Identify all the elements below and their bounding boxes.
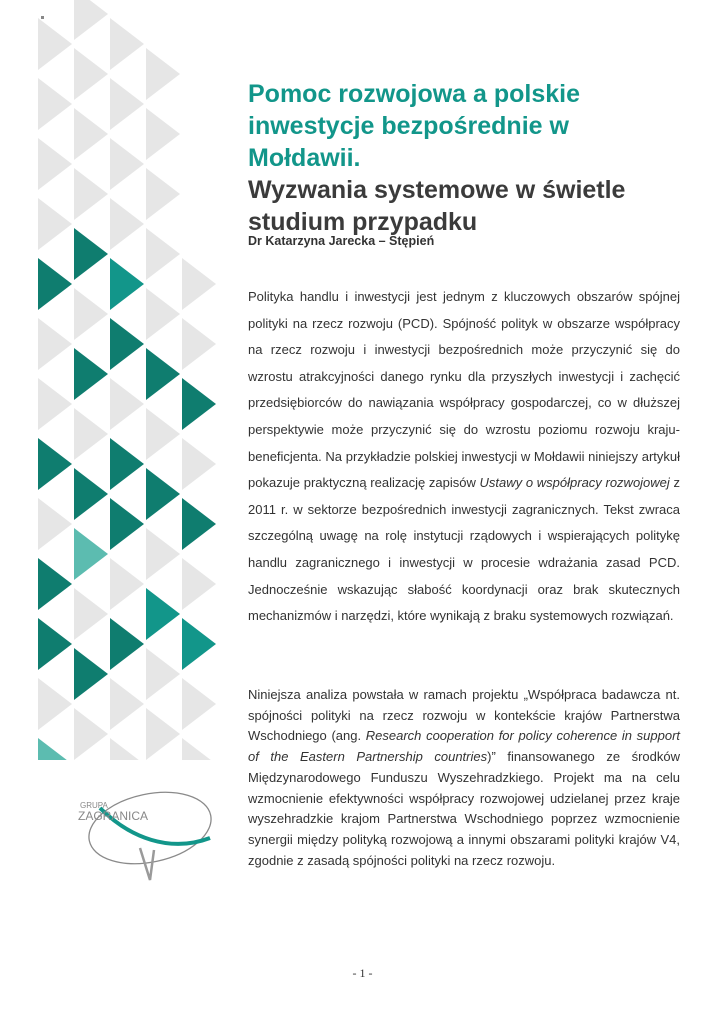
decorative-triangle [110, 618, 144, 670]
title-line-1: Pomoc rozwojowa a polskie [248, 80, 581, 108]
decorative-triangle [110, 438, 144, 490]
decorative-triangle [146, 468, 180, 520]
document-title [248, 78, 688, 238]
decorative-triangle [74, 348, 108, 400]
decorative-triangle-pattern [0, 0, 240, 760]
decorative-triangle [182, 678, 216, 730]
decorative-triangle [74, 408, 108, 460]
project-italic-title: Research cooperation for policy coherence in support of the Eastern Partnership countries [248, 728, 681, 765]
decorative-triangle [74, 588, 108, 640]
logo-text-grupa: GRUPA [80, 801, 108, 810]
decorative-triangle [146, 288, 180, 340]
decorative-triangle [110, 678, 144, 730]
abstract-paragraph [248, 284, 680, 630]
page-number: - 1 - [352, 966, 373, 980]
decorative-triangle [38, 438, 72, 490]
decorative-triangle [74, 708, 108, 760]
decorative-triangle [146, 528, 180, 580]
decorative-triangle [74, 48, 108, 100]
decorative-triangle [38, 138, 72, 190]
decorative-triangle [146, 348, 180, 400]
decorative-triangle [146, 708, 180, 760]
abstract-italic-law: Ustawy o współpracy rozwojowej [479, 475, 670, 491]
decorative-triangle [74, 0, 108, 40]
decorative-triangle [74, 168, 108, 220]
project-text-2: )” finansowanego ze środków Międzynarodowego Funduszu Wyszehradzkiego. Projekt ma na celu wzmocnienie efektywności współpracy rozwojowej udzielanej przez kraje wyszehradzkie krajom Partnerstwa Wschodniego poprzez wzmocnienie synergii między polityką rozwojową a innymi obszarami polityki krajów V4, zgodnie z zasadą spójności polityki na rzecz rozwoju. [248, 749, 681, 868]
decorative-triangle [38, 678, 72, 730]
decorative-triangle [74, 648, 108, 700]
decorative-triangle [182, 738, 216, 760]
decorative-triangle [182, 378, 216, 430]
decorative-triangle [146, 648, 180, 700]
abstract-text-2: z 2011 r. w sektorze bezpośrednich inwestycji zagranicznych. Tekst zwraca szczególną uwagę na rolę instytucji rządowych i wspierających politykę handlu zagranicznego i inwestycji w procesie wdrażania zasad PCD. Jednocześnie wskazując słabość koordynacji oraz brak skutecznych mechanizmów i narzędzi, które wynikają z braku systemowych rozwiązań. [248, 475, 680, 624]
decorative-triangle [38, 618, 72, 670]
decorative-triangle [74, 108, 108, 160]
decorative-triangle [146, 228, 180, 280]
logo-text-zagranica: ZAGRANICA [78, 809, 149, 823]
decorative-triangle [74, 228, 108, 280]
decorative-triangle [110, 258, 144, 310]
project-paragraph [248, 685, 680, 871]
decorative-triangle [110, 378, 144, 430]
decorative-triangle [182, 558, 216, 610]
decorative-triangle [38, 378, 72, 430]
decorative-triangle [146, 588, 180, 640]
decorative-triangle [110, 558, 144, 610]
decorative-triangle [38, 498, 72, 550]
decorative-triangle [74, 528, 108, 580]
decorative-triangle [74, 468, 108, 520]
decorative-triangle [110, 138, 144, 190]
decorative-triangle [74, 288, 108, 340]
decorative-triangle [110, 78, 144, 130]
abstract-text-1: Polityka handlu i inwestycji jest jednym z kluczowych obszarów spójnej polityki na rzecz rozwoju (PCD). Spójność polityk w obszarze współpracy na rzecz rozwoju i inwestycji bezpośrednich może przyczynić się do wzrostu atrakcyjności danego rynku dla przyszłych inwestycji i zachęcić przedsiębiorców do nawiązania współpracy gospodarczej, co w dłuższej perspektywie może przyczynić się do wzrostu poziomu rozwoju kraju-beneficjenta. Na przykładzie polskiej inwestycji w Mołdawii niniejszy artykuł pokazuje praktyczną realizację zapisów [248, 289, 680, 491]
title-line-4: studium przypadku [248, 208, 478, 236]
grupa-zagranica-logo [70, 778, 220, 886]
author-name: Dr Katarzyna Jarecka – Stępień [248, 234, 435, 248]
decorative-triangle [110, 18, 144, 70]
decorative-triangle [182, 438, 216, 490]
decorative-triangle [38, 198, 72, 250]
decorative-triangle [146, 108, 180, 160]
title-line-2: inwestycje bezpośrednie w Mołdawii. [248, 112, 569, 172]
decorative-triangle [146, 168, 180, 220]
decorative-triangle [182, 498, 216, 550]
decorative-triangle [146, 408, 180, 460]
decorative-triangle [110, 738, 144, 760]
decorative-triangle [38, 738, 72, 760]
decorative-triangle [38, 558, 72, 610]
decorative-triangle [38, 78, 72, 130]
decorative-triangle [146, 48, 180, 100]
decorative-triangle [38, 18, 72, 70]
title-line-3: Wyzwania systemowe w świetle [248, 176, 626, 204]
decorative-triangle [38, 318, 72, 370]
decorative-triangle [110, 318, 144, 370]
decorative-triangle [182, 258, 216, 310]
decorative-triangle [182, 618, 216, 670]
decorative-triangle [110, 198, 144, 250]
project-text-1: Niniejsza analiza powstała w ramach projektu „Współpraca badawcza nt. spójności polityki na rzecz rozwoju w kontekście krajów Partnerstwa Wschodniego (ang. [248, 687, 680, 744]
decorative-triangle [110, 498, 144, 550]
decorative-triangle [182, 318, 216, 370]
decorative-triangle [38, 258, 72, 310]
